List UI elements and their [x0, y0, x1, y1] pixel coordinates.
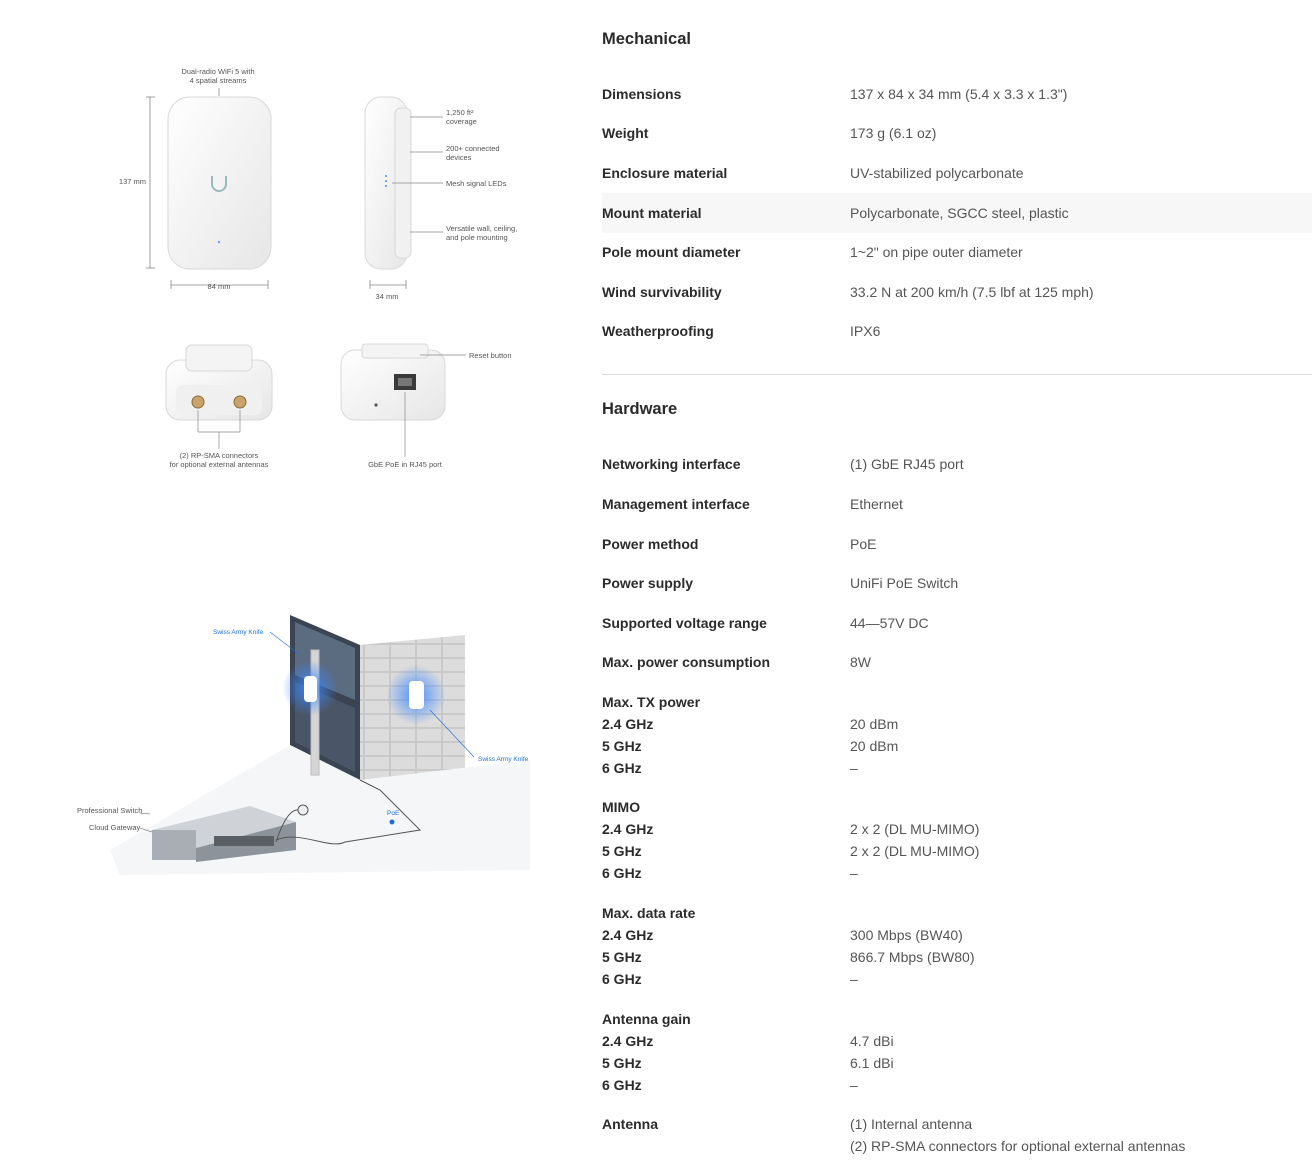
spec-key: Networking interface: [602, 456, 741, 472]
side-callout-5: Mesh signal LEDs: [446, 179, 507, 188]
spec-key: Pole mount diameter: [602, 244, 741, 260]
band-label: 6 GHz: [602, 1077, 642, 1093]
band-value: 2 x 2 (DL MU-MIMO): [850, 843, 980, 859]
height-label: 137 mm: [118, 177, 146, 186]
connectors-view: [166, 345, 272, 449]
spec-value: (1) GbE RJ45 port: [850, 456, 964, 472]
spec-row: [602, 83, 1312, 121]
connector-callout-2: for optional external antennas: [169, 460, 269, 469]
band-value: –: [850, 760, 858, 776]
spec-key: Wind survivability: [602, 284, 722, 300]
band-label: 5 GHz: [602, 738, 642, 754]
spec-key: Mount material: [602, 205, 702, 221]
group-title: Max. TX power: [602, 694, 701, 710]
group-title: Max. data rate: [602, 905, 696, 921]
spec-key: Dimensions: [602, 86, 682, 102]
scene-label-swiss-2: Swiss Army Knife: [478, 756, 529, 763]
depth-label: 34 mm: [375, 292, 399, 301]
band-label: 5 GHz: [602, 1055, 642, 1071]
spec-group-antenna-gain: [602, 1008, 1312, 1098]
band-value: 20 dBm: [850, 738, 899, 754]
spec-row: [602, 493, 1312, 531]
band-label: 2.4 GHz: [602, 927, 654, 943]
group-title: Antenna gain: [602, 1011, 691, 1027]
spec-row: [602, 241, 1312, 279]
side-callout-1: 1,250 ft²: [446, 108, 474, 117]
band-value: 300 Mbps (BW40): [850, 927, 963, 943]
spec-row-antenna: [602, 1113, 1312, 1163]
band-label: 5 GHz: [602, 949, 642, 965]
band-label: 5 GHz: [602, 843, 642, 859]
spec-row: [602, 122, 1312, 160]
band-label: 2.4 GHz: [602, 716, 654, 732]
spec-value: UniFi PoE Switch: [850, 575, 959, 591]
section-title-mechanical: Mechanical: [602, 30, 691, 48]
spec-value: 33.2 N at 200 km/h (7.5 lbf at 125 mph): [850, 284, 1094, 300]
band-label: 6 GHz: [602, 865, 642, 881]
product-figures: [0, 0, 590, 1168]
spec-key: Max. power consumption: [602, 654, 771, 670]
band-value: 2 x 2 (DL MU-MIMO): [850, 821, 980, 837]
spec-value: PoE: [850, 536, 877, 552]
spec-group-data-rate: [602, 902, 1312, 992]
section-title-hardware: Hardware: [602, 400, 678, 418]
spec-value: Polycarbonate, SGCC steel, plastic: [850, 205, 1069, 221]
spec-group-tx-power: [602, 691, 1312, 781]
scene-label-poe: PoE: [387, 810, 400, 817]
band-label: 2.4 GHz: [602, 1033, 654, 1049]
spec-value: 44—57V DC: [850, 615, 929, 631]
spec-key: Antenna: [602, 1116, 658, 1132]
port-view: [341, 344, 466, 457]
spec-key: Power method: [602, 536, 699, 552]
band-label: 6 GHz: [602, 971, 642, 987]
band-value: –: [850, 865, 858, 881]
reset-callout: Reset button: [469, 351, 512, 360]
band-value: 4.7 dBi: [850, 1033, 894, 1049]
spec-value: (1) Internal antenna: [850, 1116, 973, 1132]
side-callout-6: Versatile wall, ceiling,: [446, 224, 518, 233]
spec-row: [602, 281, 1312, 319]
spec-group-mimo: [602, 796, 1312, 886]
spec-row: [602, 453, 1312, 491]
side-callout-4: devices: [446, 153, 472, 162]
scene-label-swiss-1: Swiss Army Knife: [213, 629, 264, 636]
side-callout-3: 200+ connected: [446, 144, 500, 153]
spec-value: IPX6: [850, 323, 881, 339]
spec-value: (2) RP-SMA connectors for optional external antennas: [850, 1138, 1186, 1154]
spec-row: [602, 572, 1312, 610]
spec-key: Power supply: [602, 575, 694, 591]
band-value: –: [850, 1077, 858, 1093]
connector-callout: (2) RP-SMA connectors: [179, 451, 259, 460]
band-label: 6 GHz: [602, 760, 642, 776]
spec-row: [602, 533, 1312, 571]
side-callout-2: coverage: [446, 117, 477, 126]
front-view-device: [146, 88, 271, 289]
installation-scene: [110, 615, 530, 875]
spec-key: Weight: [602, 125, 649, 141]
spec-value: 137 x 84 x 34 mm (5.4 x 3.3 x 1.3"): [850, 86, 1068, 102]
spec-row: [602, 320, 1312, 358]
product-illustrations: [0, 0, 590, 1168]
spec-value: UV-stabilized polycarbonate: [850, 165, 1024, 181]
section-divider: [602, 374, 1312, 375]
spec-value: 1~2" on pipe outer diameter: [850, 244, 1023, 260]
width-label: 84 mm: [207, 282, 231, 291]
spec-value: Ethernet: [850, 496, 903, 512]
spec-row: [602, 651, 1312, 689]
spec-key: Weatherproofing: [602, 323, 714, 339]
side-callout-7: and pole mounting: [446, 233, 508, 242]
side-view-device: [365, 97, 443, 289]
spec-key: Enclosure material: [602, 165, 728, 181]
port-callout: GbE PoE in RJ45 port: [368, 460, 442, 469]
spec-value: 8W: [850, 654, 871, 670]
band-value: 866.7 Mbps (BW80): [850, 949, 975, 965]
spec-key: Supported voltage range: [602, 615, 767, 631]
band-value: –: [850, 971, 858, 987]
group-title: MIMO: [602, 799, 641, 815]
band-value: 20 dBm: [850, 716, 899, 732]
spec-key: Management interface: [602, 496, 750, 512]
spec-value: 173 g (6.1 oz): [850, 125, 937, 141]
front-callout: Dual-radio WiFi 5 with: [181, 67, 255, 76]
band-value: 6.1 dBi: [850, 1055, 894, 1071]
front-callout-2: 4 spatial streams: [189, 76, 247, 85]
band-label: 2.4 GHz: [602, 821, 654, 837]
scene-label-switch: Professional Switch: [77, 806, 143, 815]
spec-row: [602, 612, 1312, 650]
scene-label-gateway: Cloud Gateway: [89, 823, 141, 832]
spec-row: [602, 193, 1312, 233]
